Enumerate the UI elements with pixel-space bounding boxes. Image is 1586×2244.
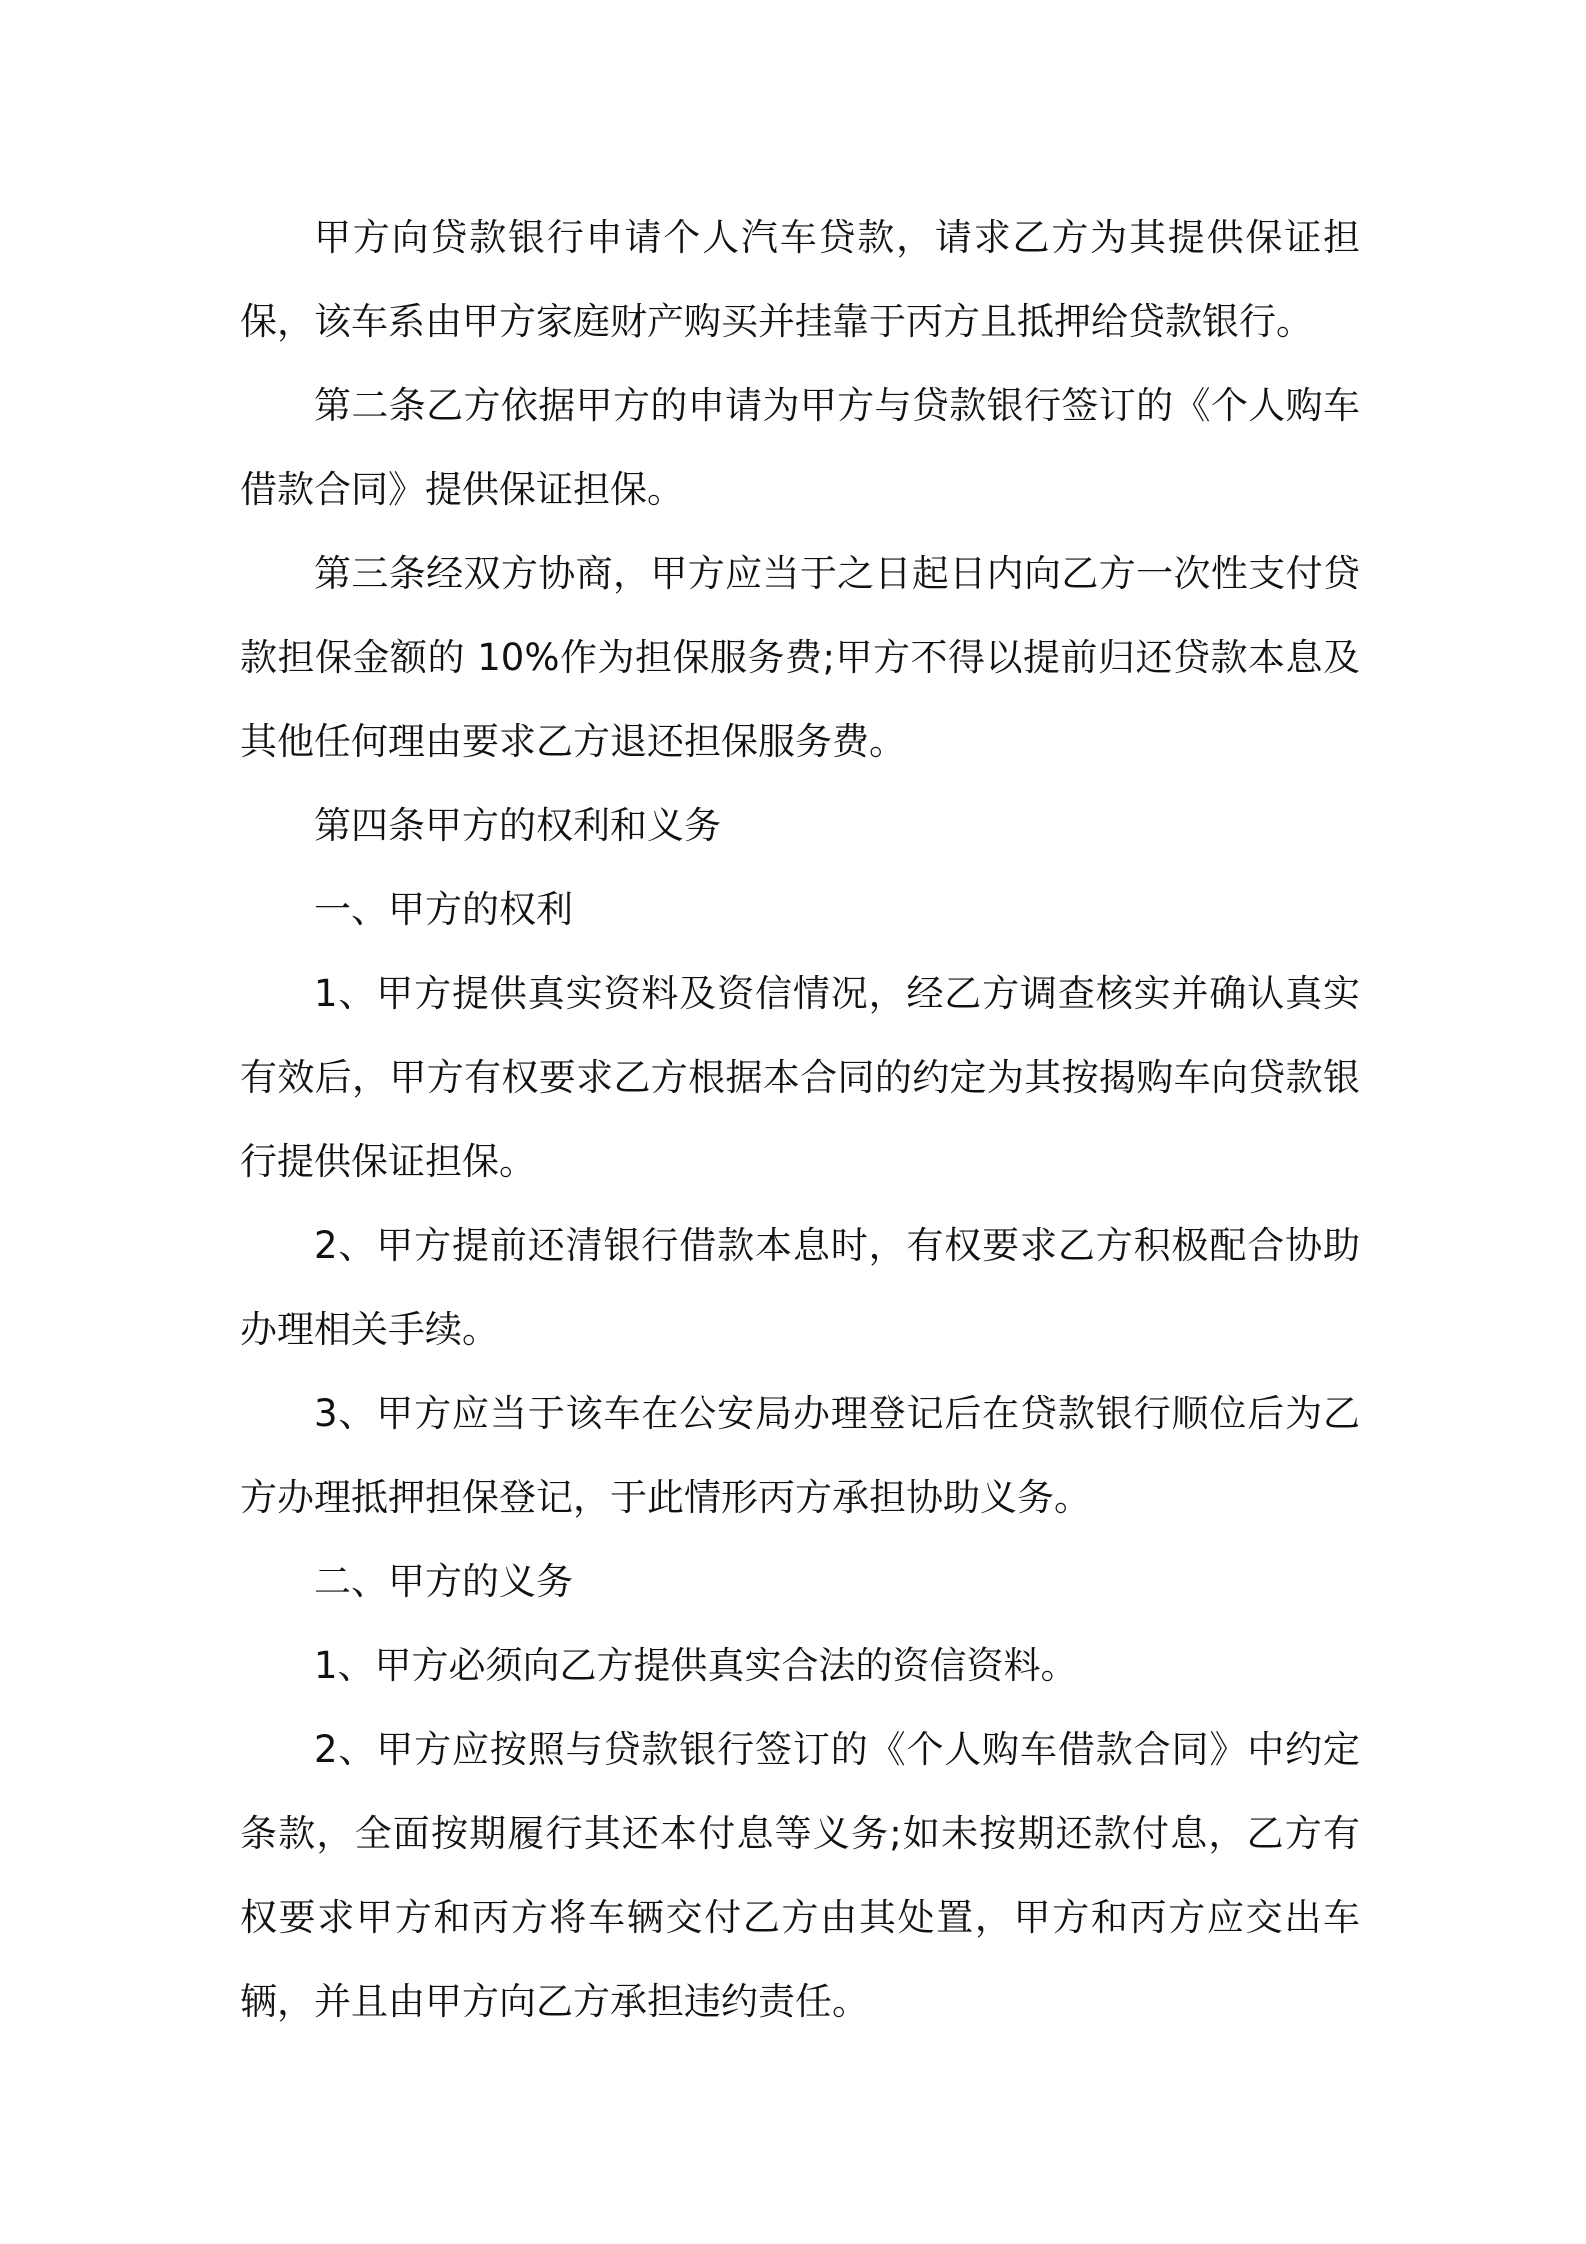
rights-item-1: 1、甲方提供真实资料及资信情况，经乙方调查核实并确认真实有效后，甲方有权要求乙方根据本合同的约定为其按揭购车向贷款银行提供保证担保。 (240, 972, 1360, 1183)
rights-item-2: 2、甲方提前还清银行借款本息时，有权要求乙方积极配合协助办理相关手续。 (240, 1224, 1360, 1351)
paragraph-article-2: 第二条乙方依据甲方的申请为甲方与贷款银行签订的《个人购车借款合同》提供保证担保。 (240, 384, 1360, 511)
obligations-item-2: 2、甲方应按照与贷款银行签订的《个人购车借款合同》中约定条款，全面按期履行其还本付息等义务;如未按期还款付息，乙方有权要求甲方和丙方将车辆交付乙方由其处置，甲方和丙方应交出车辆，并且由甲方向乙方承担违约责任。 (240, 1728, 1360, 2023)
section-rights-heading: 一、甲方的权利 (314, 888, 573, 931)
paragraph-article-4-heading: 第四条甲方的权利和义务 (314, 804, 721, 847)
paragraph-article-3: 第三条经双方协商，甲方应当于之日起日内向乙方一次性支付贷款担保金额的 10%作为担保服务费;甲方不得以提前归还贷款本息及其他任何理由要求乙方退还担保服务费。 (240, 552, 1360, 763)
obligations-item-1: 1、甲方必须向乙方提供真实合法的资信资料。 (314, 1644, 1078, 1687)
rights-item-3: 3、甲方应当于该车在公安局办理登记后在贷款银行顺位后为乙方办理抵押担保登记，于此情形丙方承担协助义务。 (240, 1392, 1360, 1519)
section-obligations-heading: 二、甲方的义务 (314, 1560, 573, 1603)
document-body (240, 196, 1360, 2044)
paragraph-application: 甲方向贷款银行申请个人汽车贷款，请求乙方为其提供保证担保，该车系由甲方家庭财产购买并挂靠于丙方且抵押给贷款银行。 (240, 216, 1360, 343)
